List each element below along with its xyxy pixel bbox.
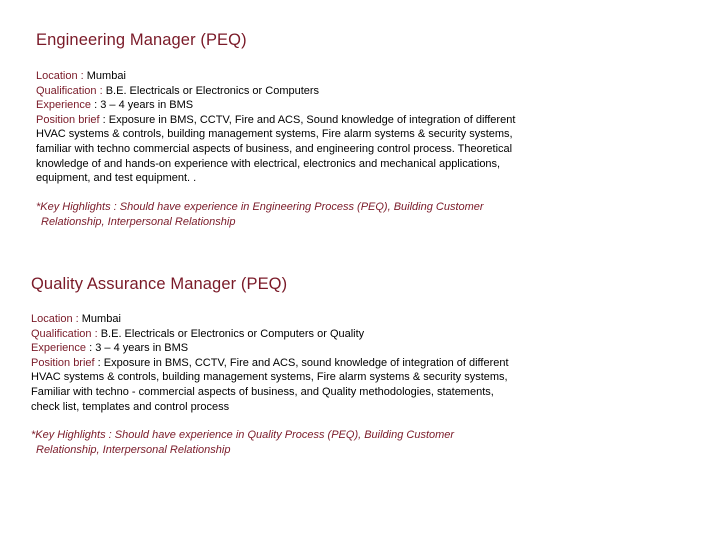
location-row <box>31 312 591 327</box>
position-brief-label: Position brief <box>36 113 100 126</box>
position-brief-line: knowledge of and hands-on experience with electrical, electronics and mechanical applications, <box>36 157 501 170</box>
location-label: Location : <box>31 313 79 325</box>
experience-label: Experience <box>31 342 87 355</box>
position-brief-row <box>36 113 596 128</box>
experience-row <box>36 98 596 113</box>
qualification-label: Qualification : <box>31 327 98 340</box>
location-value: Mumbai <box>78 313 121 325</box>
qualification-value: B.E. Electricals or Electronics or Computers or Quality <box>97 327 365 340</box>
job-details <box>31 312 591 414</box>
qualification-row <box>31 327 591 342</box>
position-brief-line: Familiar with techno - commercial aspects of business, and Quality methodologies, statements, <box>31 385 494 398</box>
key-highlights <box>36 200 596 229</box>
location-label: Location : <box>36 70 84 82</box>
position-brief-row <box>31 356 591 371</box>
job-title: Quality Assurance Manager (PEQ) <box>31 275 288 293</box>
key-highlights-line: Relationship, Interpersonal Relationship <box>36 443 231 456</box>
position-brief-text: : Exposure in BMS, CCTV, Fire and ACS, sound knowledge of integration of different <box>94 356 509 369</box>
qualification-row <box>36 84 596 99</box>
experience-row <box>31 341 591 356</box>
key-highlights-line: *Key Highlights : Should have experience in Quality Process (PEQ), Building Customer <box>31 429 455 441</box>
position-brief-line: equipment, and test equipment. . <box>36 172 197 185</box>
position-brief-line: HVAC systems & controls, building management systems, Fire alarm systems & security systems, <box>36 128 513 141</box>
key-highlights-line: Relationship, Interpersonal Relationship <box>41 215 236 228</box>
experience-value: : 3 – 4 years in BMS <box>86 342 189 355</box>
position-brief-line: familiar with techno commercial aspects of business, and engineering control process. Theoretical <box>36 142 513 155</box>
experience-label: Experience <box>36 99 92 112</box>
location-row <box>36 69 596 84</box>
position-brief-text: : Exposure in BMS, CCTV, Fire and ACS, Sound knowledge of integration of different <box>99 113 516 126</box>
position-brief-line: check list, templates and control process <box>31 400 230 413</box>
location-value: Mumbai <box>83 70 126 82</box>
qualification-label: Qualification : <box>36 84 103 97</box>
experience-value: : 3 – 4 years in BMS <box>91 99 194 112</box>
key-highlights-line: *Key Highlights : Should have experience in Engineering Process (PEQ), Building Customer <box>36 201 484 213</box>
key-highlights <box>31 428 591 457</box>
position-brief-line: HVAC systems & controls, building management systems, Fire alarm systems & security systems, <box>31 371 508 384</box>
qualification-value: B.E. Electricals or Electronics or Computers <box>102 84 320 97</box>
position-brief-label: Position brief <box>31 356 95 369</box>
job-title: Engineering Manager (PEQ) <box>36 31 247 49</box>
job-details <box>36 69 596 186</box>
